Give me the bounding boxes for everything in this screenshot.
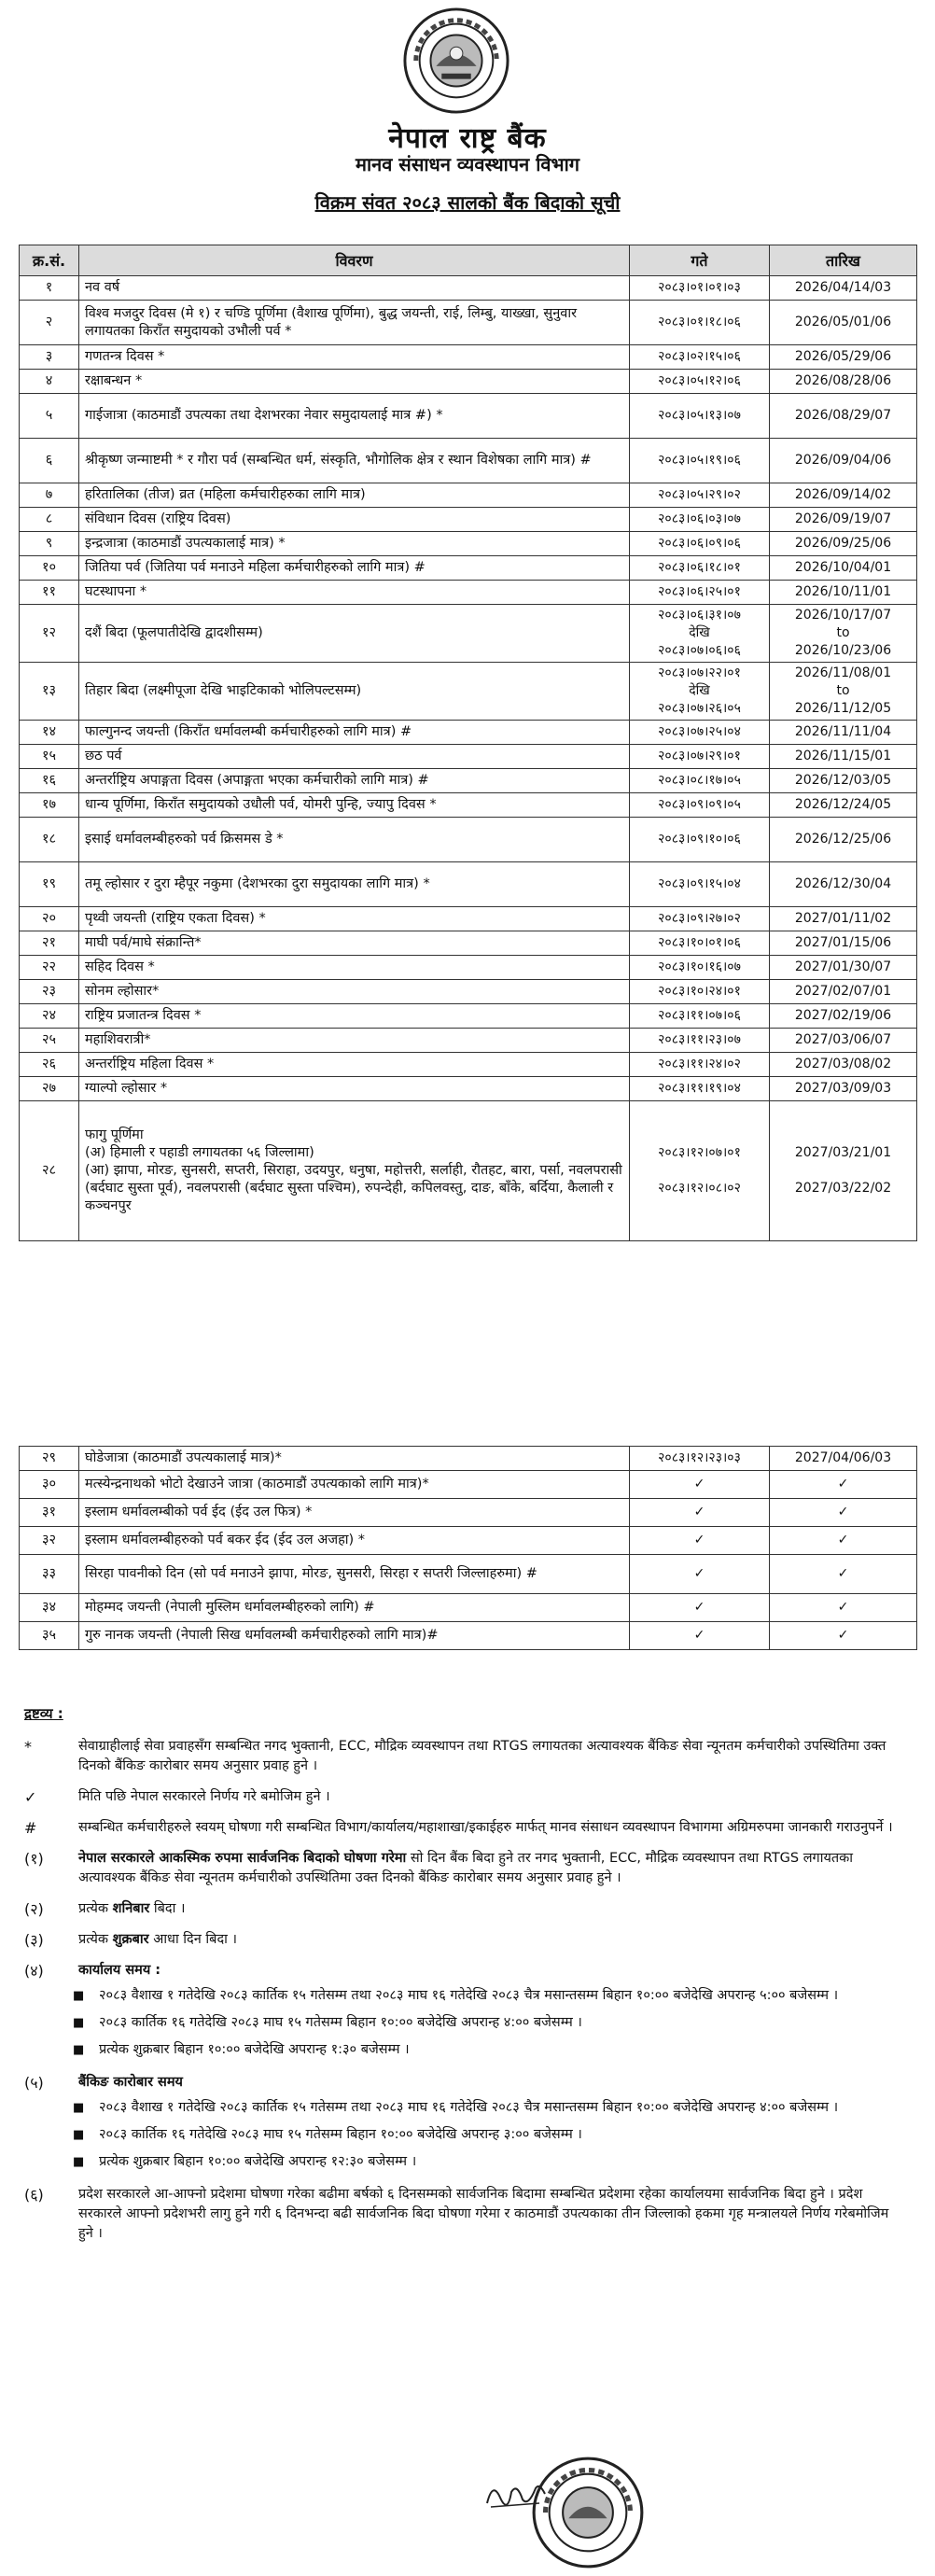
bs-date: २०८३।०६।२५।०१ (630, 581, 770, 605)
table-row (20, 1471, 917, 1499)
holiday-description: इन्द्रजात्रा (काठमाडौं उपत्यकालाई मात्र) * (79, 532, 630, 556)
banking-hours-text: २०८३ कार्तिक १६ गतेदेखि २०८३ माघ १५ गतेसम्म बिहान १०:०० बजेदेखि अपरान्ह ३:०० बजेसम्म । (99, 2127, 582, 2142)
row-number: ९ (20, 532, 79, 556)
holiday-description: इसाई धर्मावलम्बीहरुको पर्व क्रिसमस डे * (79, 818, 630, 862)
note-number: (२) (24, 1900, 44, 1918)
banking-hours-item (73, 2098, 901, 2118)
note-body: आधा दिन बिदा । (148, 1932, 238, 1947)
table-row (20, 1077, 917, 1101)
row-number: १८ (20, 818, 79, 862)
table-row (20, 276, 917, 301)
table-row (20, 370, 917, 394)
ad-date: 2026/04/14/03 (770, 276, 917, 301)
holiday-description: दशैं बिदा (फूलपातीदेखि द्वादशीसम्म) (79, 605, 630, 663)
square-bullet-icon: ■ (73, 2128, 85, 2142)
row-number: ३४ (20, 1594, 79, 1622)
office-hours-text: २०८३ कार्तिक १६ गतेदेखि २०८३ माघ १५ गतेसम्म बिहान १०:०० बजेदेखि अपरान्ह ४:०० बजेसम्म । (99, 2015, 582, 2030)
note-number: (१) (24, 1850, 44, 1868)
office-hours-title: कार्यालय समय : (78, 1963, 161, 1978)
row-number: १७ (20, 793, 79, 818)
bank-seal-footer-icon (530, 2455, 646, 2570)
ad-date: 2026/09/19/07 (770, 508, 917, 532)
ad-date: 2026/05/29/06 (770, 345, 917, 370)
ad-date: 2026/11/15/01 (770, 745, 917, 769)
bs-date: २०८३।०९।२७।०२ (630, 907, 770, 931)
row-number: ७ (20, 483, 79, 508)
note-body: प्रत्येक (78, 1901, 113, 1916)
bs-date: ✓ (630, 1499, 770, 1527)
bs-date: २०८३।१०।२४।०१ (630, 980, 770, 1004)
ad-date: 2026/11/08/01 to 2026/11/12/05 (770, 663, 917, 721)
holiday-description: घोडेजात्रा (काठमाडौं उपत्यकालाई मात्र)* (79, 1447, 630, 1471)
table-row (20, 1527, 917, 1555)
bs-date: २०८३।११।०७।०६ (630, 1004, 770, 1029)
ad-date: 2026/10/11/01 (770, 581, 917, 605)
bs-date: २०८३।०८।१७।०५ (630, 769, 770, 793)
bs-date: ✓ (630, 1471, 770, 1499)
list-title: विक्रम संवत २०८३ सालको बैंक बिदाको सूची (314, 191, 621, 214)
table-row (20, 721, 917, 745)
holiday-description: राष्ट्रिय प्रजातन्त्र दिवस * (79, 1004, 630, 1029)
note-6 (24, 2185, 901, 2244)
ad-date: 2026/08/28/06 (770, 370, 917, 394)
holiday-table (19, 245, 917, 1241)
ad-date: 2026/12/03/05 (770, 769, 917, 793)
holiday-description: माघी पर्व/माघे संक्रान्ति* (79, 931, 630, 956)
bs-date: २०८३।१२।०७।०१ २०८३।१२।०८।०२ (630, 1101, 770, 1241)
row-number: २५ (20, 1029, 79, 1053)
note-number: (३) (24, 1931, 44, 1949)
ad-date: 2027/03/09/03 (770, 1077, 917, 1101)
table-row (20, 483, 917, 508)
banking-hours-text: २०८३ वैशाख १ गतेदेखि २०८३ कार्तिक १५ गतेसम्म तथा २०८३ माघ १६ गतेदेखि २०८३ चैत्र मसान्तसम्म बिहान १०:०० बजेदेखि अपरान्ह ४:०० बजेसम्म । (99, 2100, 839, 2115)
department-name: मानव संसाधन व्यवस्थापन विभाग (355, 153, 580, 175)
row-number: २३ (20, 980, 79, 1004)
note-marker: # (24, 1819, 37, 1837)
banking-hours-item (73, 2152, 901, 2172)
column-header-description: विवरण (79, 245, 630, 276)
square-bullet-icon: ■ (73, 2155, 85, 2169)
bank-seal-icon (401, 6, 511, 116)
ad-date: 2026/10/04/01 (770, 556, 917, 581)
bs-date: २०८३।०५।१९।०६ (630, 439, 770, 483)
row-number: ३२ (20, 1527, 79, 1555)
table-row (20, 1101, 917, 1241)
note-text: मिति पछि नेपाल सरकारले निर्णय गरे बमोजिम हुने । (78, 1789, 330, 1804)
ad-date: ✓ (770, 1594, 917, 1622)
bs-date: २०८३।०९।०९।०५ (630, 793, 770, 818)
bs-date: ✓ (630, 1555, 770, 1594)
row-number: २८ (20, 1101, 79, 1241)
holiday-description: इस्लाम धर्मावलम्बीको पर्व ईद (ईद उल फित्र) * (79, 1499, 630, 1527)
holiday-description: सोनम ल्होसार* (79, 980, 630, 1004)
holiday-description: सहिद दिवस * (79, 956, 630, 980)
holiday-description: फागु पूर्णिमा (अ) हिमाली र पहाडी लगायतका ५६ जिल्लामा) (आ) झापा, मोरङ, सुनसरी, सप्तरी, सिराहा, उदयपुर, धनुषा, महोत्तरी, सर्लाही, रौतहट, बारा, पर्सा, नवलपरासी (बर्दघाट सुस्ता पूर्व), नवलपरासी (बर्दघाट सुस्ता पश्चिम), रुपन्देही, कपिलवस्तु, दाङ, बाँके, बर्दिया, कैलाली र कञ्चनपुर (79, 1101, 630, 1241)
note-number: (४) (24, 1962, 44, 1980)
holiday-description: जितिया पर्व (जितिया पर्व मनाउने महिला कर्मचारीहरुको लागि मात्र) # (79, 556, 630, 581)
row-number: २४ (20, 1004, 79, 1029)
ad-date: 2027/02/07/01 (770, 980, 917, 1004)
holiday-description: फाल्गुनन्द जयन्ती (किराँत धर्मावलम्बी कर्मचारीहरुको लागि मात्र) # (79, 721, 630, 745)
banking-hours-item (73, 2125, 901, 2145)
table-row (20, 1447, 917, 1471)
office-hours-item (73, 2040, 901, 2060)
holiday-description: अन्तर्राष्ट्रिय महिला दिवस * (79, 1053, 630, 1077)
ad-date: 2027/02/19/06 (770, 1004, 917, 1029)
holiday-description: गुरु नानक जयन्ती (नेपाली सिख धर्मावलम्बी कर्मचारीहरुको लागि मात्र)# (79, 1622, 630, 1650)
table-row (20, 931, 917, 956)
holiday-description: तमू ल्होसार र दुरा म्हैपूर नकुमा (देशभरका दुरा समुदायका लागि मात्र) * (79, 862, 630, 907)
ad-date: 2027/01/15/06 (770, 931, 917, 956)
row-number: ३० (20, 1471, 79, 1499)
banking-hours-text: प्रत्येक शुक्रबार बिहान १०:०० बजेदेखि अपरान्ह १२:३० बजेसम्म । (99, 2154, 417, 2169)
bs-date: ✓ (630, 1594, 770, 1622)
bs-date: २०८३।०६।०३।०७ (630, 508, 770, 532)
note-check (24, 1787, 901, 1807)
column-header-sn: क्र.सं. (20, 245, 79, 276)
row-number: ८ (20, 508, 79, 532)
bs-date: २०८३।१०।१६।०७ (630, 956, 770, 980)
table-row (20, 907, 917, 931)
holiday-description: विश्व मजदुर दिवस (मे १) र चण्डि पूर्णिमा (वैशाख पूर्णिमा), बुद्ध जयन्ती, राई, लिम्बु, याख्खा, सुनुवार लगायतका किराँत समुदायको उभौली पर्व * (79, 301, 630, 345)
bs-date: २०८३।०७।२२।०१ देखि २०८३।०७।२६।०५ (630, 663, 770, 721)
table-row (20, 769, 917, 793)
row-number: १६ (20, 769, 79, 793)
ad-date: 2026/09/14/02 (770, 483, 917, 508)
note-5 (24, 2073, 901, 2093)
row-number: १ (20, 276, 79, 301)
table-row (20, 663, 917, 721)
holiday-description: अन्तर्राष्ट्रिय अपाङ्गता दिवस (अपाङ्गता भएका कर्मचारीको लागि मात्र) # (79, 769, 630, 793)
note-4 (24, 1961, 901, 1981)
ad-date: 2027/03/06/07 (770, 1029, 917, 1053)
row-number: ३ (20, 345, 79, 370)
ad-date: 2026/12/24/05 (770, 793, 917, 818)
bs-date: ✓ (630, 1527, 770, 1555)
ad-date: ✓ (770, 1471, 917, 1499)
ad-date: 2027/04/06/03 (770, 1447, 917, 1471)
row-number: २२ (20, 956, 79, 980)
row-number: २ (20, 301, 79, 345)
bs-date: २०८३।०६।०९।०६ (630, 532, 770, 556)
bs-date: २०८३।१०।०१।०६ (630, 931, 770, 956)
note-text: सम्बन्धित कर्मचारीहरुले स्वयम् घोषणा गरी सम्बन्धित विभाग/कार्यालय/महाशाखा/इकाईहरु मार्फत् मानव संसाधन व्यवस्थापन विभागमा अग्रिमरुपमा जानकारी गराउनुपर्ने । (78, 1820, 893, 1835)
note-text (78, 1899, 901, 1919)
holiday-description: छठ पर्व (79, 745, 630, 769)
holiday-description: घटस्थापना * (79, 581, 630, 605)
column-header-date: तारिख (770, 245, 917, 276)
bs-date: २०८३।०५।२९।०२ (630, 483, 770, 508)
table-row (20, 980, 917, 1004)
row-number: ६ (20, 439, 79, 483)
holiday-description: मत्स्येन्द्रनाथको भोटो देखाउने जात्रा (काठमाडौं उपत्यकाको लागि मात्र)* (79, 1471, 630, 1499)
table-row (20, 605, 917, 663)
note-body: सो दिन बैंक बिदा हुने तर नगद भुक्तानी, ECC, मौद्रिक व्यवस्थापन तथा RTGS लगायतका अत्यावश्यक बैंकिङ सेवा न्यूनतम कर्मचारीको उपस्थितिमा उक्त दिनको बैंकिङ कारोबार समय अनुसार प्रवाह हुने । (78, 1851, 854, 1885)
bs-date: २०८३।०७।२५।०४ (630, 721, 770, 745)
note-marker: * (24, 1738, 32, 1756)
column-header-gate: गते (630, 245, 770, 276)
holiday-description: गाईजात्रा (काठमाडौं उपत्यका तथा देशभरका नेवार समुदायलाई मात्र #) * (79, 394, 630, 439)
table-row (20, 1004, 917, 1029)
bs-date: २०८३।१२।२३।०३ (630, 1447, 770, 1471)
table-row (20, 1029, 917, 1053)
row-number: २६ (20, 1053, 79, 1077)
row-number: २९ (20, 1447, 79, 1471)
ad-date: ✓ (770, 1555, 917, 1594)
holiday-description: महाशिवरात्री* (79, 1029, 630, 1053)
ad-date: ✓ (770, 1622, 917, 1650)
bs-date: २०८३।०१।१८।०६ (630, 301, 770, 345)
bs-date: २०८३।११।२३।०७ (630, 1029, 770, 1053)
row-number: १४ (20, 721, 79, 745)
banking-hours-title: बैंकिङ कारोबार समय (78, 2075, 183, 2090)
holiday-description: ग्याल्पो ल्होसार * (79, 1077, 630, 1101)
ad-date: 2027/03/08/02 (770, 1053, 917, 1077)
ad-date: ✓ (770, 1499, 917, 1527)
row-number: १३ (20, 663, 79, 721)
note-emphasis: शुक्रबार (112, 1932, 149, 1947)
table-header-row (20, 245, 917, 276)
row-number: २१ (20, 931, 79, 956)
holiday-description: पृथ्वी जयन्ती (राष्ट्रिय एकता दिवस) * (79, 907, 630, 931)
note-emphasis: शनिबार (112, 1901, 150, 1916)
bs-date: ✓ (630, 1622, 770, 1650)
org-name: नेपाल राष्ट्र बैंक (388, 122, 547, 155)
row-number: १९ (20, 862, 79, 907)
holiday-description: इस्लाम धर्मावलम्बीहरुको पर्व बकर ईद (ईद उल अजहा) * (79, 1527, 630, 1555)
office-hours-item (73, 1986, 901, 2006)
row-number: ३१ (20, 1499, 79, 1527)
table-row (20, 508, 917, 532)
note-2 (24, 1899, 901, 1919)
square-bullet-icon: ■ (73, 2016, 85, 2030)
table-row (20, 1622, 917, 1650)
note-3 (24, 1930, 901, 1950)
ad-date: 2026/05/01/06 (770, 301, 917, 345)
row-number: २० (20, 907, 79, 931)
holiday-description: धान्य पूर्णिमा, किराँत समुदायको उधौली पर्व, योमरी पुन्हि, ज्यापु दिवस * (79, 793, 630, 818)
ad-date: 2027/01/11/02 (770, 907, 917, 931)
table-row (20, 862, 917, 907)
bs-date: २०८३।०७।२९।०१ (630, 745, 770, 769)
holiday-table-continued (19, 1446, 917, 1650)
table-row (20, 345, 917, 370)
notes-title: द्रष्टव्य : (24, 1705, 63, 1722)
holiday-description: गणतन्त्र दिवस * (79, 345, 630, 370)
bs-date: २०८३।०९।१५।०४ (630, 862, 770, 907)
check-icon: ✓ (24, 1788, 37, 1806)
bs-date: २०८३।११।२४।०२ (630, 1053, 770, 1077)
table-row (20, 793, 917, 818)
ad-date: 2026/10/17/07 to 2026/10/23/06 (770, 605, 917, 663)
note-1 (24, 1849, 901, 1888)
notes-section (24, 1704, 901, 2255)
ad-date: 2026/12/25/06 (770, 818, 917, 862)
square-bullet-icon: ■ (73, 2043, 85, 2057)
row-number: ३३ (20, 1555, 79, 1594)
note-hash (24, 1818, 901, 1838)
holiday-description: संविधान दिवस (राष्ट्रिय दिवस) (79, 508, 630, 532)
note-body: बिदा । (149, 1901, 186, 1916)
ad-date: 2026/08/29/07 (770, 394, 917, 439)
ad-date: 2027/03/21/01 2027/03/22/02 (770, 1101, 917, 1241)
office-hours-text: २०८३ वैशाख १ गतेदेखि २०८३ कार्तिक १५ गतेसम्म तथा २०८३ माघ १६ गतेदेखि २०८३ चैत्र मसान्तसम्म बिहान १०:०० बजेदेखि अपरान्ह ५:०० बजेसम्म । (99, 1988, 839, 2003)
table-row (20, 1499, 917, 1527)
table-row (20, 301, 917, 345)
bs-date: २०८३।०२।१५।०६ (630, 345, 770, 370)
note-body: प्रत्येक (78, 1932, 113, 1947)
bs-date: २०८३।०५।१२।०६ (630, 370, 770, 394)
holiday-description: सिरहा पावनीको दिन (सो पर्व मनाउने झापा, मोरङ, सुनसरी, सिरहा र सप्तरी जिल्लाहरुमा) # (79, 1555, 630, 1594)
ad-date: 2026/12/30/04 (770, 862, 917, 907)
holiday-description: तिहार बिदा (लक्ष्मीपूजा देखि भाइटिकाको भोलिपल्टसम्म) (79, 663, 630, 721)
holiday-description: मोहम्मद जयन्ती (नेपाली मुस्लिम धर्मावलम्बीहरुको लागि) # (79, 1594, 630, 1622)
row-number: २७ (20, 1077, 79, 1101)
office-hours-text: प्रत्येक शुक्रबार बिहान १०:०० बजेदेखि अपरान्ह १:३० बजेसम्म । (99, 2042, 410, 2057)
bs-date: २०८३।०९।१०।०६ (630, 818, 770, 862)
note-text: प्रदेश सरकारले आ-आफ्नो प्रदेशमा घोषणा गरेका बढीमा बर्षको ६ दिनसम्मको सार्वजनिक बिदामा सम्बन्धित प्रदेशमा रहेका कार्यालयमा सार्वजनिक बिदा हुने । प्रदेश सरकारले आफ्नो प्रदेशभरी लागु हुने गरी ६ दिनभन्दा बढी सार्वजनिक बिदा घोषणा गरेमा र काठमाडौं उपत्यकाका तीन जिल्लाको हकमा गृह मन्त्रालयले निर्णय गरेबमोजिम हुने । (78, 2187, 889, 2241)
ad-date: 2026/09/25/06 (770, 532, 917, 556)
row-number: ११ (20, 581, 79, 605)
square-bullet-icon: ■ (73, 1989, 85, 2003)
table-row (20, 439, 917, 483)
table-row (20, 745, 917, 769)
ad-date: 2027/01/30/07 (770, 956, 917, 980)
ad-date: 2026/09/04/06 (770, 439, 917, 483)
table-row (20, 1555, 917, 1594)
row-number: १० (20, 556, 79, 581)
holiday-description: श्रीकृष्ण जन्माष्टमी * र गौरा पर्व (सम्बन्धित धर्म, संस्कृति, भौगोलिक क्षेत्र र स्थान विशेषका लागि मात्र) # (79, 439, 630, 483)
table-row (20, 818, 917, 862)
ad-date: 2026/11/11/04 (770, 721, 917, 745)
note-number: (६) (24, 2186, 44, 2204)
square-bullet-icon: ■ (73, 2101, 85, 2115)
row-number: ४ (20, 370, 79, 394)
holiday-description: हरितालिका (तीज) व्रत (महिला कर्मचारीहरुका लागि मात्र) (79, 483, 630, 508)
bs-date: २०८३।०६।३१।०७ देखि २०८३।०७।०६।०६ (630, 605, 770, 663)
bs-date: २०८३।०५।१३।०७ (630, 394, 770, 439)
table-row (20, 956, 917, 980)
row-number: ३५ (20, 1622, 79, 1650)
note-text: सेवाग्राहीलाई सेवा प्रवाहसँग सम्बन्धित नगद भुक्तानी, ECC, मौद्रिक व्यवस्थापन तथा RTGS लगायतका अत्यावश्यक बैंकिङ सेवा न्यूनतम कर्मचारीको उपस्थितिमा उक्त दिनको बैंकिङ कारोबार समय अनुसार प्रवाह हुने । (78, 1739, 886, 1773)
table-row (20, 532, 917, 556)
row-number: ५ (20, 394, 79, 439)
note-number: (५) (24, 2074, 44, 2092)
table-row (20, 1594, 917, 1622)
office-hours-item (73, 2013, 901, 2033)
note-star (24, 1737, 901, 1776)
table-row (20, 394, 917, 439)
table-row (20, 581, 917, 605)
note-text (78, 1849, 901, 1888)
row-number: १५ (20, 745, 79, 769)
holiday-description: रक्षाबन्धन * (79, 370, 630, 394)
ad-date: ✓ (770, 1527, 917, 1555)
note-text (78, 1930, 901, 1950)
bs-date: २०८३।०१।०१।०३ (630, 276, 770, 301)
bs-date: २०८३।०६।१८।०१ (630, 556, 770, 581)
row-number: १२ (20, 605, 79, 663)
table-row (20, 556, 917, 581)
note-emphasis: नेपाल सरकारले आकस्मिक रुपमा सार्वजनिक बिदाको घोषणा गरेमा (78, 1851, 407, 1866)
holiday-description: नव वर्ष (79, 276, 630, 301)
bs-date: २०८३।११।१९।०४ (630, 1077, 770, 1101)
table-row (20, 1053, 917, 1077)
